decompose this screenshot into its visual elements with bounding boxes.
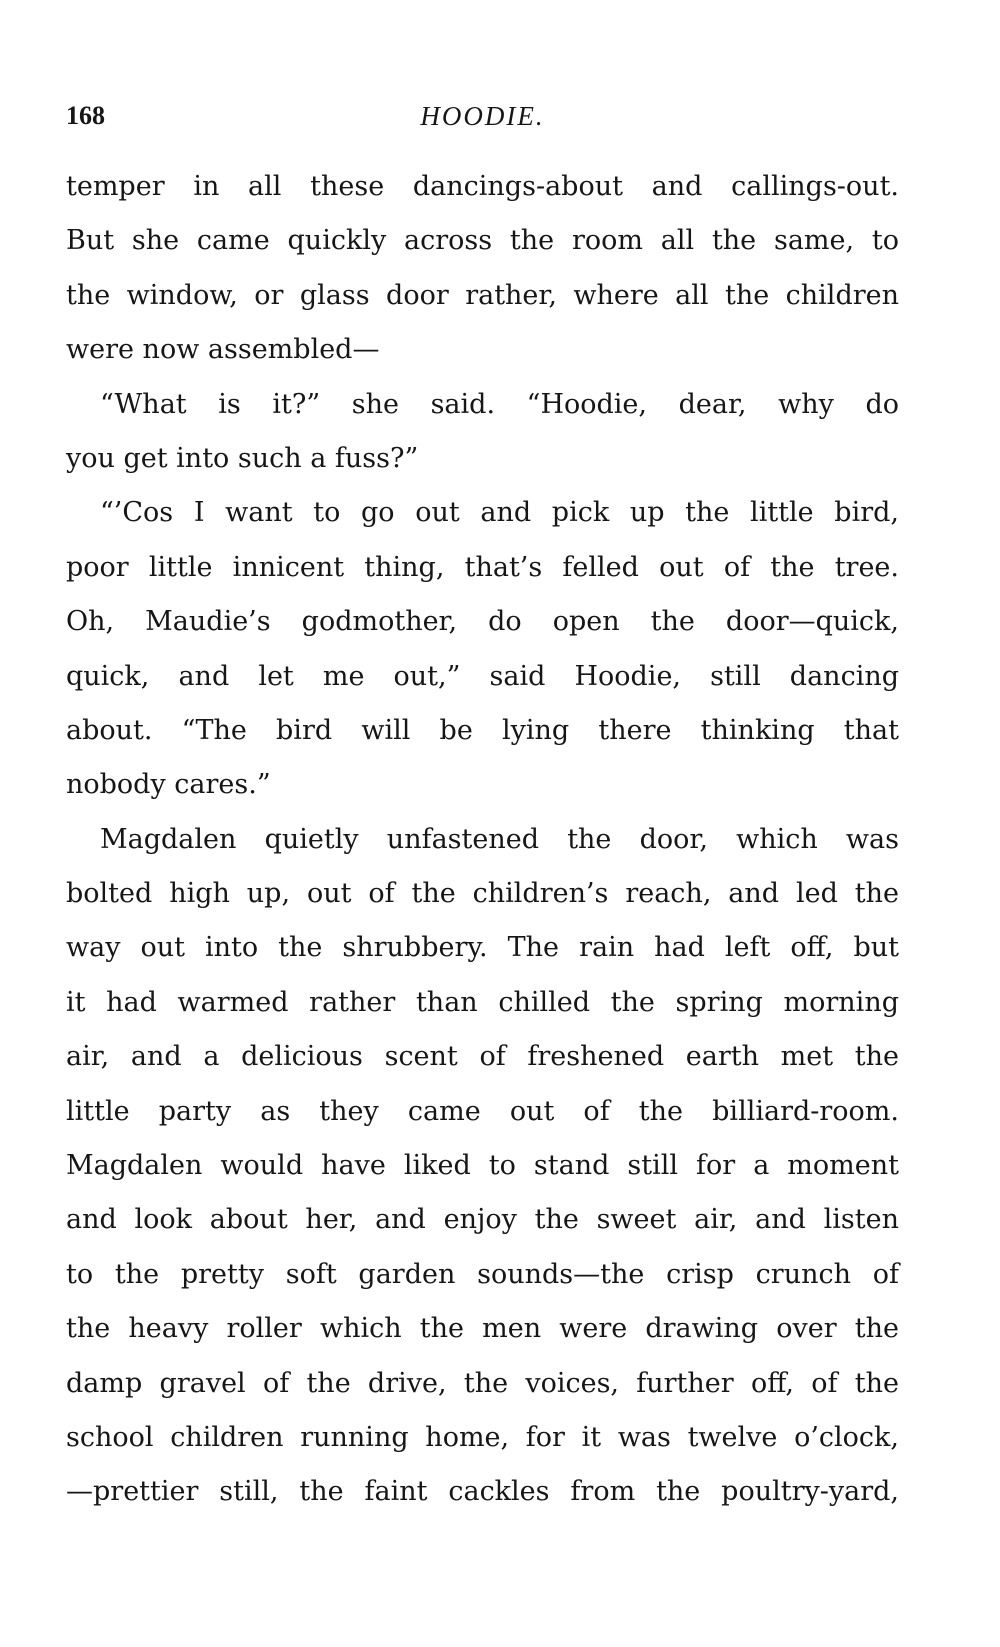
running-title: HOODIE. xyxy=(420,101,545,131)
text-line: air, and a delicious scent of freshened earth met the xyxy=(66,1041,899,1073)
text-line: to the pretty soft garden sounds—the crisp crunch of xyxy=(66,1258,899,1290)
text-line: But she came quickly across the room all the same, to xyxy=(66,225,899,257)
page-number: 168 xyxy=(66,101,105,130)
text-line: the heavy roller which the men were drawing over the xyxy=(66,1313,899,1345)
text-line: “What is it?” she said. “Hoodie, dear, why do xyxy=(100,388,899,420)
text-line: little party as they came out of the billiard-room. xyxy=(66,1095,899,1127)
text-line: and look about her, and enjoy the sweet air, and listen xyxy=(66,1204,899,1236)
text-line: school children running home, for it was twelve o’clock, xyxy=(66,1421,899,1453)
text-line: the window, or glass door rather, where all the children xyxy=(66,279,899,311)
page-header xyxy=(66,101,899,141)
text-line: Oh, Maudie’s godmother, do open the door—quick, xyxy=(66,606,899,638)
text-line: Magdalen would have liked to stand still for a moment xyxy=(66,1150,899,1182)
text-line: —prettier still, the faint cackles from the poultry-yard, xyxy=(66,1476,899,1508)
page-body xyxy=(66,160,899,1520)
text-line: poor little innicent thing, that’s felled out of the tree. xyxy=(66,551,899,583)
text-line: damp gravel of the drive, the voices, further off, of the xyxy=(66,1367,899,1399)
text-line: about. “The bird will be lying there thinking that xyxy=(66,714,899,746)
text-line: nobody cares.” xyxy=(66,769,271,801)
text-line: it had warmed rather than chilled the spring morning xyxy=(66,986,899,1018)
book-page xyxy=(66,0,899,1647)
text-line: way out into the shrubbery. The rain had left off, but xyxy=(66,932,899,964)
text-line: bolted high up, out of the children’s reach, and led the xyxy=(66,878,899,910)
text-line: you get into such a fuss?” xyxy=(66,442,419,474)
text-line: were now assembled— xyxy=(66,334,380,366)
text-line: temper in all these dancings-about and callings-out. xyxy=(66,171,899,202)
text-line: “’Cos I want to go out and pick up the little bird, xyxy=(100,497,899,529)
text-line: quick, and let me out,” said Hoodie, still dancing xyxy=(66,660,899,692)
text-line: Magdalen quietly unfastened the door, which was xyxy=(100,823,899,855)
